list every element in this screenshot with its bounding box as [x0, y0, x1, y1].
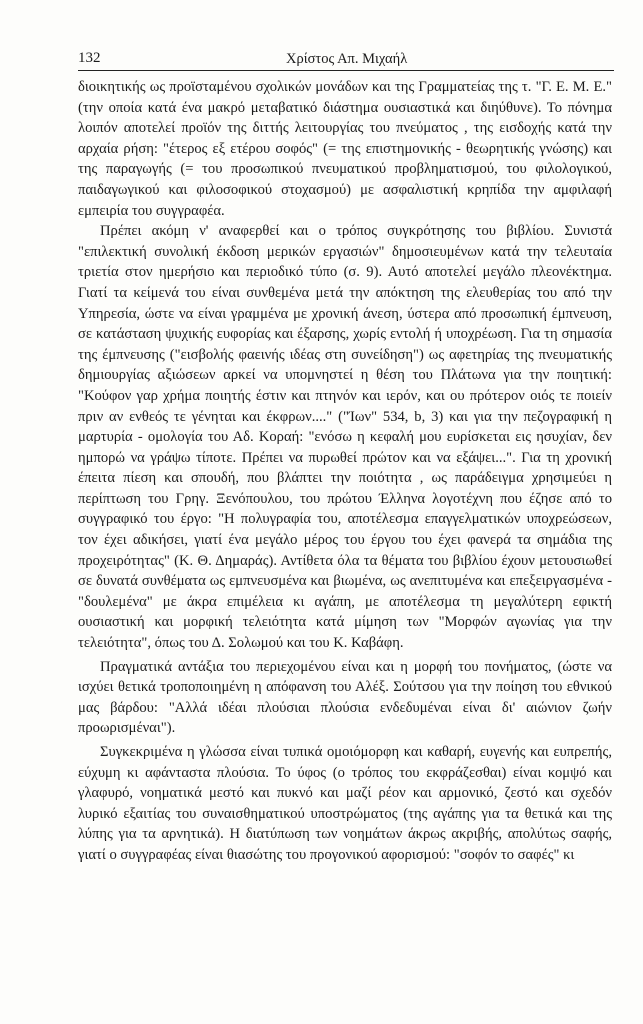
header-divider	[78, 70, 614, 71]
paragraph-continued: διοικητικής ως προϊσταμένου σχολικών μονάδων και της Γραμματείας της τ. "Γ. Ε. Μ. Ε." (την οποία κατά ένα μακρό μεταβατικό διάστημα ουσιαστικά και διηύθυνε). Το πόνημα λοιπόν αποτελεί προϊόν της διττής λειτουργίας του πνεύματος , της εισδοχής κατά την αρχαία ρήση: "έτερος εξ ετέρου σοφός" (= της επιστημονικής - θεωρητικής γνώσης) και της παραγωγής (= του προσωπικού πνευματικού προβληματισμού, του φιλολογικού, παιδαγωγικού και φιλοσοφικού στοχασμού) με ασφαλιστική κρηπίδα την αμφιλαφή εμπειρία του συγγραφέα.	[78, 79, 612, 219]
body-text	[78, 77, 612, 866]
running-head	[78, 46, 610, 72]
paragraph: Συγκεκριμένα η γλώσσα είναι τυπικά ομοιόμορφη και καθαρή, ευγενής και ευπρεπής, εύχυμη κι αφάνταστα πλούσια. Το ύφος (ο τρόπος του εκφράζεσθαι) είναι κομψό και γλαφυρό, νοηματικά μεστό και πυκνό και μαζί ρέον και αρμονικό, ζεστό και σχεδόν λυρικό εξαιτίας του συναισθηματικού υποστρώματος (της αγάπης για τα θετικά και της λύπης για τα αρνητικά). Η διατύπωση των νοημάτων άκρως ακριβής, απολύτως σαφής, γιατί ο συγγραφέας είναι θιασώτης του προγονικού αφορισμού: "σοφόν το σαφές" κι	[78, 744, 612, 863]
paragraph: Πρέπει ακόμη ν' αναφερθεί και ο τρόπος συγκρότησης του βιβλίου. Συνιστά "επιλεκτική συνολική έκδοση μερικών εργασιών" δημοσιευμένων κατά την τελευταία τριετία στον ημερήσιο και περιοδικό τύπο (σ. 9). Αυτό αποτελεί μεγάλο πλεονέκτημα. Γιατί τα κείμενά του είναι συνθεμένα μετά την απόκτηση της ελευθερίας του από την Υπηρεσία, ώστε να είναι γραμμένα με χρονική άνεση, ύστερα από προσωπική έμπνευση, σε κατάσταση ψυχικής ευφορίας και έξαρσης, χωρίς εντολή ή υποχρέωση. Για τη σημασία της έμπνευσης ("εισβολής φαεινής ιδέας στη συνείδηση") ως αφετηρίας της πνευματικής δημιουργίας αξιώσεων αρκεί να υπομνηστεί η θέση του Πλάτωνα για την ποιητική: "Κούφον γαρ χρήμα ποιητής έστιν και πτηνόν και ιερόν, και ου πρότερον οιός τε ποιείν πριν αν ενθεός τε γένηται και έκφρων...." ("Ίων" 534, b, 3) και για την πεζογραφική η μαρτυρία - ομολογία του Αδ. Κοραή: "ενόσω η κεφαλή μου ευρίσκεται εις ησυχίαν, δεν ημπορώ να γράψω τίποτε. Πρέπει να πυρωθεί πρώτον και να εξάψει...". Για τη χρονική έπειτα πίεση και σπουδή, που βλάπτει την ποιότητα , ως παράδειγμα χρησιμεύει η περίπτωση του Γρηγ. Ξενόπουλου, του πρώτου Έλληνα λογοτέχνη που έζησε από το συγγραφικό του έργο: "Η πολυγραφία του, αποτέλεσμα επαγγελματικών υποχρεώσεων, τον έχει αδικήσει, γιατί ένα μεγάλο μέρος του έργου του έχει φανερά τα σημάδια της προχειρότητας" (Κ. Θ. Δημαράς). Αντίθετα όλα τα θέματα του βιβλίου έχουν μετουσιωθεί σε δυνατά συνθέματα ως εμπνευσμένα και βιωμένα, ως ανεπιτυμένα και επεξειργασμένα - "δουλεμένα" με άκρα επιμέλεια κι αγάπη, με αποτέλεσμα τη μεγαλύτερη εφικτή ουσιαστική και μορφική τελειότητα κατά μίμηση των "Μορφών αγωνίας για την τελειότητα", όπως του Δ. Σολωμού και του Κ. Καβάφη.	[78, 223, 612, 652]
page-number: 132	[78, 50, 101, 66]
header-author: Χρίστος Απ. Μιχαήλ	[286, 51, 408, 67]
paragraph: Πραγματικά αντάξια του περιεχομένου είναι και η μορφή του πονήματος, (ώστε να ισχύει θετικά τροποποιημένη η απόφανση του Αλέξ. Σούτσου για την ποίηση του εθνικού μας βάρδου: "Αλλά ιδέαι πλούσιαι πλούσια ενδεδυμέναι είναι δι' αιώνιον ζωήν προωρισμέναι").	[78, 658, 612, 737]
